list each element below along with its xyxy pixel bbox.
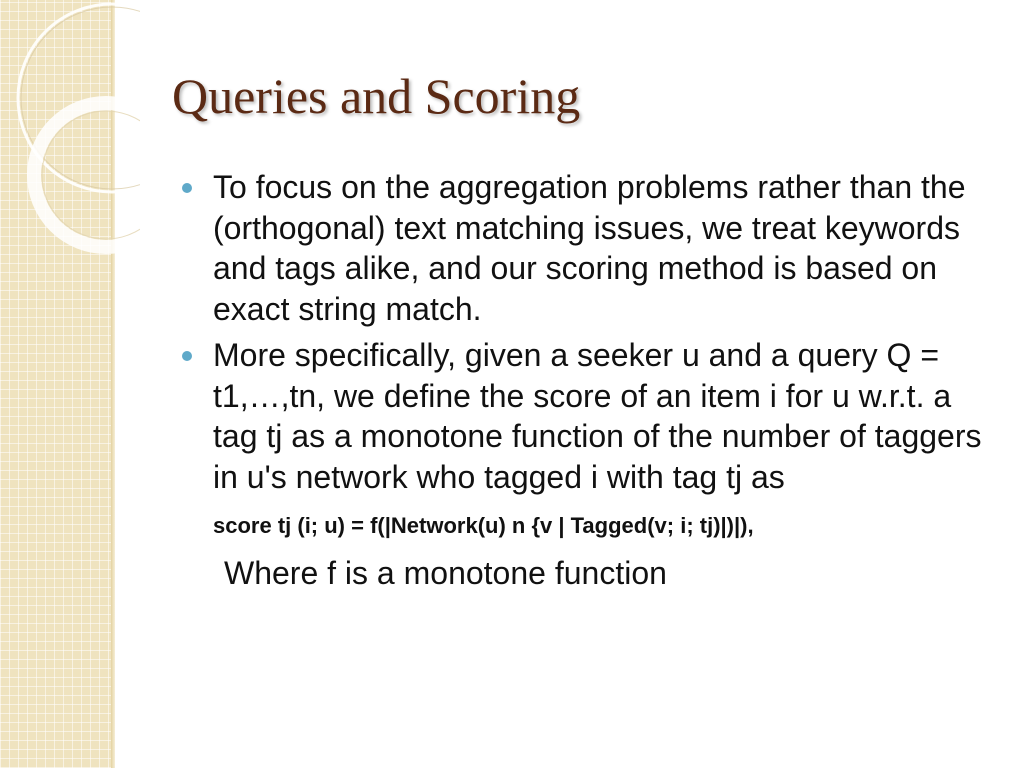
bullet-item [182,335,1002,497]
bullet-list [182,167,1002,497]
bullet-text: More specifically, given a seeker u and a query Q = t1,…,tn, we define the score of an item i for u w.r.t. a tag tj as a monotone function of the number of taggers in u's network who tagged i with tag tj as [213,337,982,495]
formula-note: Where f is a monotone function [224,555,667,591]
bullet-dot-icon [182,183,192,193]
bullet-dot-icon [182,351,192,361]
score-formula: score tj (i; u) = f(|Network(u) n {v | Tagged(v; i; tj)|)|), [213,513,754,538]
sidebar-edge [111,0,115,768]
slide-content [182,167,1002,593]
bullet-text: To focus on the aggregation problems rather than the (orthogonal) text matching issues, we treat keywords and tags alike, and our scoring method is based on exact string match. [213,169,966,327]
bullet-item [182,167,1002,329]
decorative-sidebar [0,0,113,768]
slide-title: Queries and Scoring [172,68,581,124]
